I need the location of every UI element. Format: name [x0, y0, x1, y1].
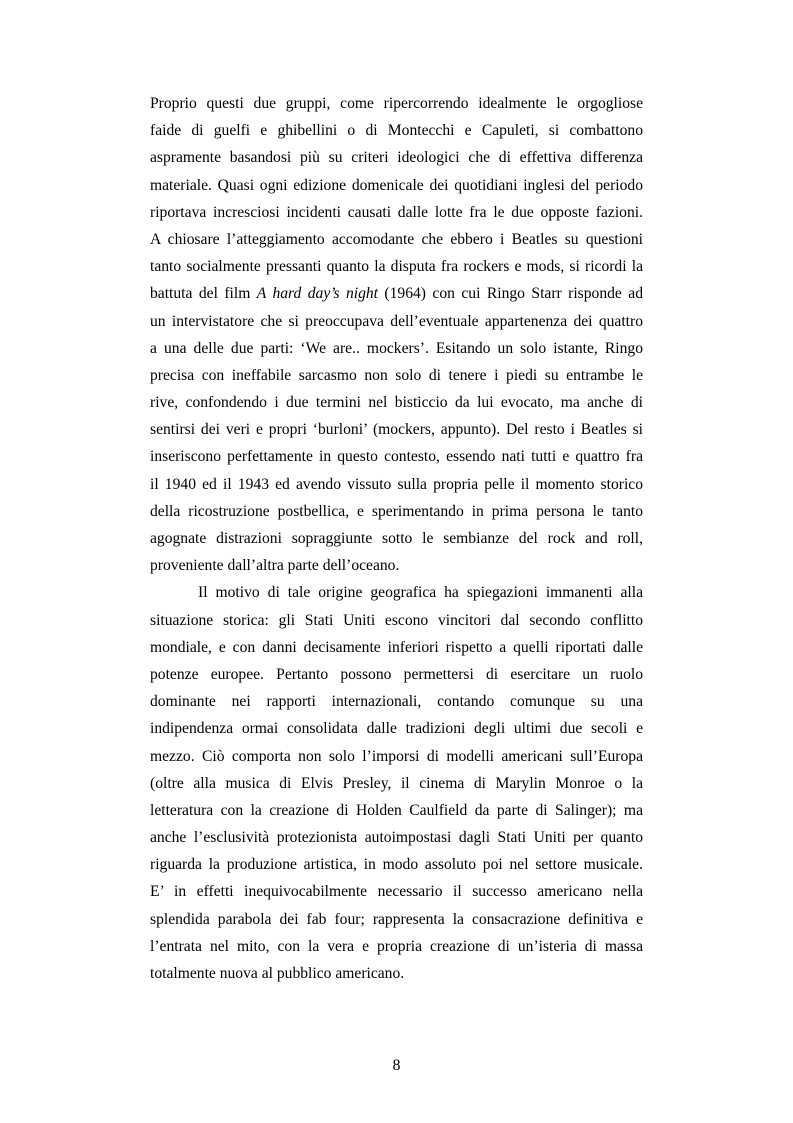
- document-page: [150, 90, 643, 987]
- text-line: anche l’esclusività protezionista autoimpostasi dagli Stati Uniti per quanto: [150, 829, 643, 847]
- text-line: della ricostruzione postbellica, e sperimentando in prima persona le tanto: [150, 502, 643, 520]
- text-line: materiale. Quasi ogni edizione domenicale dei quotidiani inglesi del periodo: [150, 176, 643, 194]
- text-line: Proprio questi due gruppi, come ripercorrendo idealmente le orgogliose: [150, 95, 643, 112]
- text-line-first: Il motivo di tale origine geografica ha spiegazioni immanenti alla: [198, 584, 643, 602]
- text-line: indipendenza ormai consolidata dalle tradizioni degli ultimi due secoli e: [150, 720, 643, 738]
- text-line: un intervistatore che si preoccupava dell’eventuale appartenenza dei quattro: [150, 312, 643, 330]
- text-line: il 1940 ed il 1943 ed avendo vissuto sulla propria pelle il momento storico: [150, 475, 643, 493]
- text-line: mondiale, e con danni decisamente inferiori rispetto a quelli riportati dalle: [150, 638, 643, 656]
- text-line: A chiosare l’atteggiamento accomodante che ebbero i Beatles su questioni: [150, 230, 643, 248]
- text-line: agognate distrazioni sopraggiunte sotto le sembianze del rock and roll,: [150, 530, 643, 547]
- text-line-film: [150, 280, 643, 307]
- text-line: mezzo. Ciò comporta non solo l’imporsi di modelli americani sull’Europa: [150, 747, 643, 765]
- text-line: situazione storica: gli Stati Uniti escono vincitori dal secondo conflitto: [150, 611, 643, 629]
- film-title: A hard day’s night: [256, 285, 378, 303]
- text-line: potenze europee. Pertanto possono permettersi di esercitare un ruolo: [150, 665, 643, 683]
- text-line: rive, confondendo i due termini nel bisticcio da lui evocato, ma anche di: [150, 394, 643, 412]
- text-line: dominante nei rapporti internazionali, contando comunque su una: [150, 693, 643, 711]
- text-line: sentirsi dei veri e propri ‘burloni’ (mockers, appunto). Del resto i Beatles si: [150, 421, 643, 439]
- film-line-after: (1964) con cui Ringo Starr risponde ad: [378, 285, 643, 303]
- text-line: l’entrata nel mito, con la vera e propria creazione di un’isteria di massa: [150, 937, 643, 955]
- text-line: faide di guelfi e ghibellini o di Montecchi e Capuleti, si combattono: [150, 122, 643, 140]
- film-line-before: battuta del film: [150, 285, 257, 303]
- text-line: (oltre alla musica di Elvis Presley, il cinema di Marylin Monroe o la: [150, 774, 643, 792]
- paragraph-1: [150, 90, 643, 579]
- text-line: aspramente basandosi più su criteri ideologici che di effettiva differenza: [150, 149, 643, 167]
- text-line: a una delle due parti: ‘We are.. mockers’. Esitando un solo istante, Ringo: [150, 339, 643, 357]
- text-line: riportava incresciosi incidenti causati dalle lotte fra le due opposte fazioni.: [150, 203, 643, 221]
- text-line: tanto socialmente pressanti quanto la disputa fra rockers e mods, si ricordi la: [150, 258, 643, 276]
- text-line: E’ in effetti inequivocabilmente necessario il successo americano nella: [150, 883, 643, 901]
- text-line-last: proveniente dall’altra parte dell’oceano.: [150, 557, 400, 575]
- text-line-last: totalmente nuova al pubblico americano.: [150, 965, 405, 982]
- text-line: riguarda la produzione artistica, in modo assoluto poi nel settore musicale.: [150, 856, 643, 874]
- text-line: precisa con ineffabile sarcasmo non solo di tenere i piedi su entrambe le: [150, 366, 643, 384]
- text-line: splendida parabola dei fab four; rappresenta la consacrazione definitiva e: [150, 910, 643, 928]
- page-number: 8: [392, 1057, 401, 1074]
- text-line: letteratura con la creazione di Holden Caulfield da parte di Salinger); ma: [150, 801, 643, 819]
- paragraph-2: [150, 579, 643, 987]
- text-line: inseriscono perfettamente in questo contesto, essendo nati tutti e quattro fra: [150, 448, 643, 466]
